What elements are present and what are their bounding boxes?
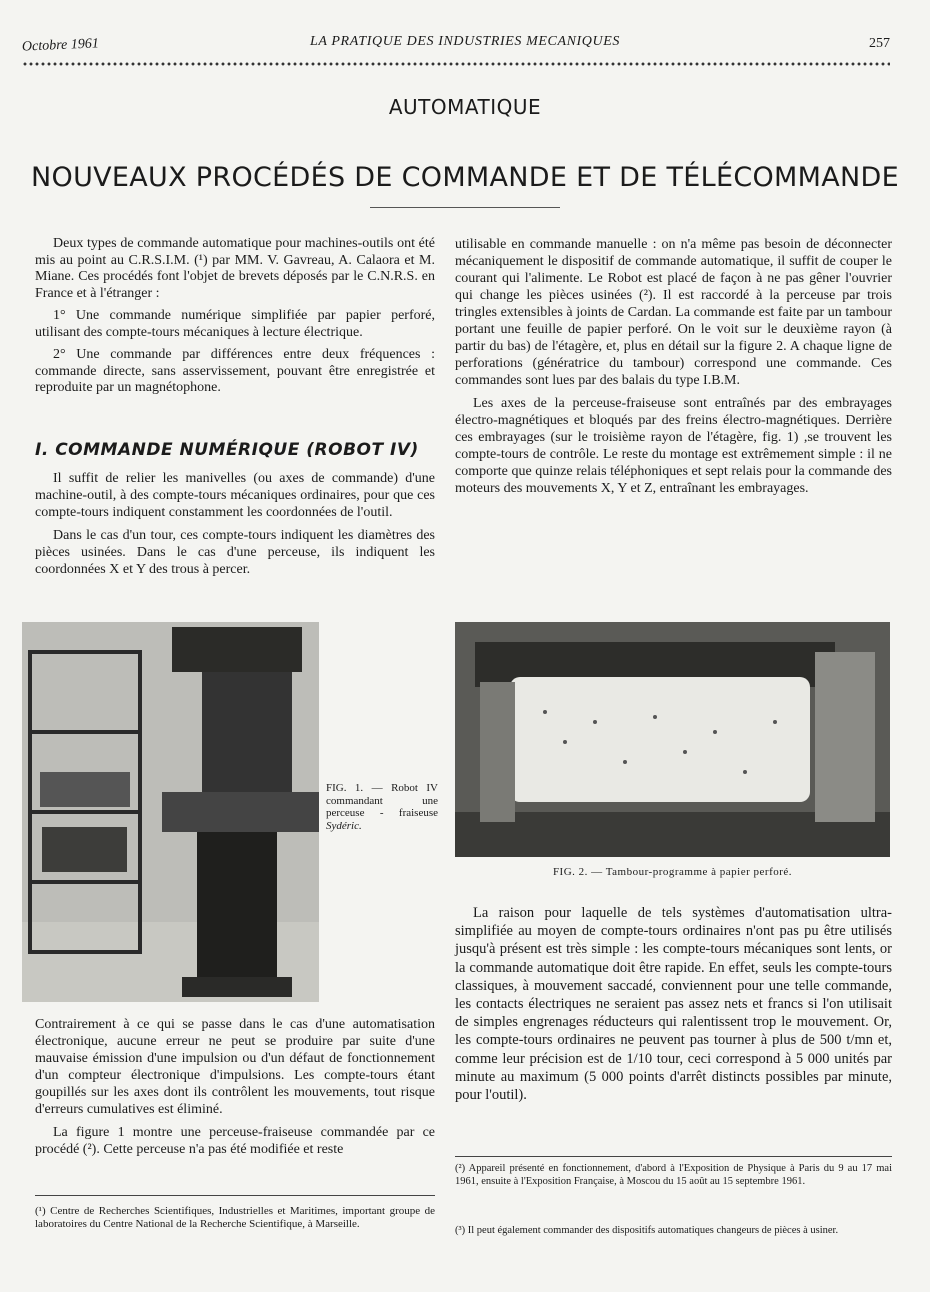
footnote-1: (¹) Centre de Recherches Scientifiques, Industrielles et Maritimes, important groupe de laboratoires du Centre National de la Recherche Scientifique, à Marseille. [35, 1205, 435, 1230]
section-label: AUTOMATIQUE [388, 95, 542, 119]
column-left-top [35, 470, 435, 584]
footnote-3: (³) Il peut également commander des dispositifs automatiques changeurs de pièces à usiner. [455, 1225, 839, 1236]
paragraph: utilisable en commande manuelle : on n'a même pas besoin de déconnecter mécaniquement le dispositif de commande automatique, il suffit de couper le courant qui l'alimente. Le Robot est placé de façon à ne pas gêner l'ouvrier qui change les pièces usinées (²). Il est raccordé à la perceuse par trois tringles extensibles à joints de Cardan. La commande est faite par un tambour portant une feuille de papier perforé. On le voit sur le deuxième rayon (à partir du bas) de l'étagère, et, plus en détail sur la figure 2. A chaque ligne de perforations (génératrice du tambour) correspond une commande. Ces commandes sont lues par des balais du type I.B.M. [455, 237, 892, 388]
title-divider [370, 207, 560, 208]
perforated-drum-photo-illustration [455, 622, 890, 857]
figure-1-caption [326, 782, 438, 832]
article-title: NOUVEAUX PROCÉDÉS DE COMMANDE ET DE TÉLÉCOMMANDE [31, 162, 899, 193]
figure-1-photo [22, 622, 319, 1002]
paragraph: Contrairement à ce qui se passe dans le cas d'une automatisation électronique, aucune erreur ne peut se produire par suite d'une mauvaise émission d'une impulsion ou d'un défaut de fonctionnement d'un compteur électronique d'impulsions. Les compte-tours étant goupillés sur les axes dont ils contrôlent les mouvements, tout risque d'erreurs cumulatives est éliminé. [35, 1017, 435, 1117]
page-number: 257 [869, 36, 890, 51]
figure-1-caption-text: Robot IV commandant une perceuse - fraiseuse [326, 782, 439, 819]
drill-press-photo-illustration [22, 622, 319, 1002]
intro-item-1: 1° Une commande numérique simplifiée par papier perforé, utilisant des compte-tours mécaniques à lecture électrique. [35, 308, 435, 340]
intro-paragraph: Deux types de commande automatique pour machines-outils ont été mis au point au C.R.S.I.M. (¹) par MM. V. Gavreau, A. Calaora et M. Miane. Ces procédés font l'objet de brevets déposés par le C.N.R.S. en France et à l'étranger : [35, 236, 435, 301]
paragraph: Il suffit de relier les manivelles (ou axes de commande) d'une machine-outil, à des compte-tours mécaniques ordinaires, pour que ces compte-tours indiquent constamment les coordonnées de l'outil. [35, 471, 435, 520]
footnote-divider-right [455, 1156, 892, 1157]
figure-2-caption: FIG. 2. — Tambour-programme à papier perforé. [552, 866, 793, 878]
footnote-divider-left [35, 1195, 435, 1196]
paragraph: La figure 1 montre une perceuse-fraiseuse commandée par ce procédé (²). Cette perceuse n'a pas été modifiée et reste [35, 1125, 435, 1157]
header-journal-title: LA PRATIQUE DES INDUSTRIES MECANIQUES [310, 34, 620, 49]
footnote-2: (²) Appareil présenté en fonctionnement, d'abord à l'Exposition de Physique à Paris du 9 au 17 mai 1961, ensuite à l'Exposition Française, à Moscou du 15 août au 15 septembre 1961. [455, 1163, 892, 1187]
figure-2-photo [455, 622, 890, 857]
intro-block [35, 236, 435, 403]
figure-1-caption-brand: Sydéric. [326, 819, 362, 832]
column-right-bottom [455, 904, 892, 1110]
column-left-bottom [35, 1016, 435, 1164]
paragraph: Les axes de la perceuse-fraiseuse sont entraînés par des embrayages électro-magnétiques et bloqués par des freins électro-magnétiques. Derrière ces embrayages (sur le troisième rayon de l'étagère, fig. 1) ,se trouvent les compte-tours de contrôle. Le reste du montage est extrêmement simple : il ne comporte que quinze relais téléphoniques et sept relais pour la commande des moteurs des mouvements X, Y et Z, entraînant les embrayages. [455, 396, 892, 496]
header-date: Octobre 1961 [21, 36, 100, 55]
section-heading: I. COMMANDE NUMÉRIQUE (ROBOT IV) [35, 440, 419, 460]
column-right-top [455, 236, 892, 503]
paragraph: La raison pour laquelle de tels systèmes d'automatisation ultra-simplifiée au moyen de compte-tours ordinaires n'ont pas pu être utilisés jusqu'à présent est très simple : les compte-tours mécaniques sont lents, or la commande automatique doit être rapide. En effet, seuls les compte-tours classiques, à mouvement saccadé, conviennent pour une telle commande, les contacts électriques ne seraient pas assez nets et francs si l'on utilisait de simples engrenages réducteurs qui ralentissent trop le mouvement. Or, les compte-tours ordinaires ne peuvent pas tourner à plus de 500 t/mn et, comme leur précision est de 1/10 tour, ceci correspond à 5 000 unités par minute au maximum (5 000 points d'arrêt distincts possibles par minute, pour l'outil). [455, 905, 892, 1104]
header-dotted-rule [22, 60, 890, 68]
paragraph: Dans le cas d'un tour, ces compte-tours indiquent les diamètres des pièces usinées. Dans le cas d'une perceuse, ils indiquent les coordonnées X et Y des trous à percer. [35, 528, 435, 577]
intro-item-2: 2° Une commande par différences entre deux fréquences : commande directe, sans asservissement, pouvant être enregistrée et reproduite par un magnétophone. [35, 347, 435, 395]
figure-1-caption-prefix: FIG. 1. — [326, 782, 383, 794]
